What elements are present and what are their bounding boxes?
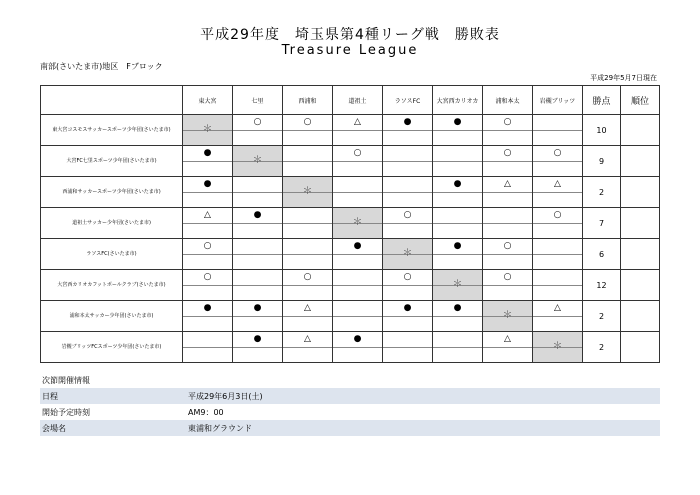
cell-divider [383, 316, 432, 317]
rank-cell [621, 332, 660, 363]
cell-divider [483, 347, 532, 348]
cell-divider [383, 285, 432, 286]
team-name: 岩槻ブリッツFCスポーツ少年団(さいたま市) [41, 332, 183, 363]
cell-divider [183, 223, 232, 224]
column-header: 西浦和 [283, 86, 333, 115]
cell-divider [283, 316, 332, 317]
standings-table [40, 85, 660, 363]
cell-divider [333, 130, 382, 131]
cell-divider [483, 254, 532, 255]
result-mark: ● [253, 210, 262, 220]
cell-divider [433, 192, 482, 193]
result-mark: ● [453, 303, 462, 313]
self-match-cell [433, 270, 483, 301]
next-match-heading: 次節開催情報 [42, 375, 90, 385]
result-cell [483, 332, 533, 363]
result-cell [383, 115, 433, 146]
cell-divider [533, 130, 582, 131]
cell-divider [533, 192, 582, 193]
result-cell [283, 270, 333, 301]
result-cell [433, 208, 483, 239]
cell-divider [433, 347, 482, 348]
cell-divider [483, 192, 532, 193]
result-mark: ○ [403, 210, 412, 220]
team-name: 大宮西カリオカフットボールクラブ(さいたま市) [41, 270, 183, 301]
cell-divider [183, 161, 232, 162]
result-cell [383, 301, 433, 332]
result-cell [383, 332, 433, 363]
cell-divider [233, 254, 282, 255]
result-cell [383, 270, 433, 301]
cell-divider [483, 223, 532, 224]
points-cell: 6 [583, 239, 621, 270]
result-cell [483, 239, 533, 270]
result-cell [233, 332, 283, 363]
self-match-cell [483, 301, 533, 332]
result-mark: ● [403, 117, 412, 127]
column-header: 岩槻ブリッツ [533, 86, 583, 115]
time-value: AM9：00 [188, 407, 224, 417]
result-mark: ● [253, 334, 262, 344]
cell-divider [433, 254, 482, 255]
next-match-venue-row [40, 420, 660, 436]
result-mark: ○ [553, 148, 562, 158]
result-cell [283, 301, 333, 332]
result-cell [283, 208, 333, 239]
result-mark: ● [453, 241, 462, 251]
self-mark: ＊ [552, 341, 563, 352]
points-cell: 10 [583, 115, 621, 146]
result-cell [183, 208, 233, 239]
table-body [41, 115, 660, 363]
rank-cell [621, 146, 660, 177]
result-cell [433, 146, 483, 177]
result-mark: △ [304, 334, 311, 344]
cell-divider [383, 347, 432, 348]
column-header: 道祖土 [333, 86, 383, 115]
result-cell [283, 146, 333, 177]
result-cell [233, 239, 283, 270]
team-name: 道祖土サッカー少年団(さいたま市) [41, 208, 183, 239]
result-mark: ○ [353, 148, 362, 158]
table-row [41, 270, 660, 301]
date-label: 日程 [42, 391, 58, 401]
cell-divider [233, 347, 282, 348]
rank-cell [621, 270, 660, 301]
cell-divider [433, 130, 482, 131]
column-header: 東大宮 [183, 86, 233, 115]
result-cell [333, 332, 383, 363]
result-mark: ○ [303, 272, 312, 282]
cell-divider [183, 316, 232, 317]
self-match-cell [283, 177, 333, 208]
result-mark: ○ [553, 210, 562, 220]
result-cell [283, 115, 333, 146]
result-mark: ● [203, 303, 212, 313]
result-cell [433, 177, 483, 208]
self-mark: ＊ [452, 279, 463, 290]
result-mark: ○ [503, 241, 512, 251]
cell-divider [383, 130, 432, 131]
team-name: 浦和本太サッカー少年団(さいたま市) [41, 301, 183, 332]
points-header: 勝点 [583, 86, 621, 115]
result-mark: ● [353, 334, 362, 344]
result-cell [333, 301, 383, 332]
as-of-date: 平成29年5月7日現在 [590, 74, 657, 82]
result-cell [433, 332, 483, 363]
result-mark: △ [554, 179, 561, 189]
table-row [41, 177, 660, 208]
result-cell [533, 177, 583, 208]
result-cell [383, 146, 433, 177]
next-match-info [40, 372, 660, 436]
cell-divider [183, 347, 232, 348]
cell-divider [483, 130, 532, 131]
result-mark: △ [504, 179, 511, 189]
rank-header: 順位 [621, 86, 660, 115]
cell-divider [383, 192, 432, 193]
result-mark: ○ [253, 117, 262, 127]
cell-divider [533, 285, 582, 286]
result-mark: △ [554, 303, 561, 313]
cell-divider [333, 285, 382, 286]
cell-divider [333, 254, 382, 255]
result-cell [183, 239, 233, 270]
next-match-date-row [40, 388, 660, 404]
result-mark: ○ [503, 117, 512, 127]
result-mark: ○ [503, 148, 512, 158]
rank-cell [621, 301, 660, 332]
cell-divider [283, 285, 332, 286]
cell-divider [383, 223, 432, 224]
result-mark: △ [204, 210, 211, 220]
result-mark: ● [403, 303, 412, 313]
result-cell [233, 177, 283, 208]
page-subtitle: Treasure League [281, 43, 419, 58]
result-cell [333, 115, 383, 146]
self-match-cell [533, 332, 583, 363]
result-cell [283, 332, 333, 363]
result-cell [383, 177, 433, 208]
result-mark: △ [354, 117, 361, 127]
cell-divider [333, 316, 382, 317]
cell-divider [183, 285, 232, 286]
column-header: 大宮西カリオカ [433, 86, 483, 115]
result-mark: ● [203, 179, 212, 189]
cell-divider [533, 161, 582, 162]
result-cell [333, 177, 383, 208]
cell-divider [233, 285, 282, 286]
time-label: 開始予定時刻 [42, 407, 90, 417]
cell-divider [483, 285, 532, 286]
result-cell [483, 270, 533, 301]
result-cell [233, 208, 283, 239]
result-cell [333, 270, 383, 301]
cell-divider [183, 254, 232, 255]
result-cell [233, 270, 283, 301]
result-cell [183, 332, 233, 363]
cell-divider [433, 223, 482, 224]
cell-divider [233, 316, 282, 317]
cell-divider [383, 161, 432, 162]
page-title: 平成29年度 埼玉県第4種リーグ戦 勝敗表 [200, 27, 500, 43]
self-mark: ＊ [302, 186, 313, 197]
cell-divider [233, 192, 282, 193]
self-match-cell [183, 115, 233, 146]
result-cell [533, 270, 583, 301]
column-header: ラソスFC [383, 86, 433, 115]
result-mark: ○ [203, 241, 212, 251]
result-cell [333, 239, 383, 270]
result-cell [233, 301, 283, 332]
points-cell: 7 [583, 208, 621, 239]
table-row [41, 301, 660, 332]
result-cell [383, 208, 433, 239]
table-row [41, 332, 660, 363]
block-label: 南部(さいたま市)地区 Fブロック [40, 62, 163, 71]
result-cell [483, 208, 533, 239]
result-mark: ● [453, 117, 462, 127]
result-cell [333, 146, 383, 177]
result-cell [233, 115, 283, 146]
self-mark: ＊ [402, 248, 413, 259]
points-cell: 9 [583, 146, 621, 177]
result-mark: ● [453, 179, 462, 189]
cell-divider [233, 130, 282, 131]
result-mark: ● [353, 241, 362, 251]
cell-divider [433, 161, 482, 162]
cell-divider [233, 223, 282, 224]
team-name: 大宮FC七里スポーツ少年団(さいたま市) [41, 146, 183, 177]
result-mark: ● [253, 303, 262, 313]
result-cell [533, 146, 583, 177]
table-row [41, 146, 660, 177]
result-cell [183, 270, 233, 301]
venue-label: 会場名 [42, 423, 66, 433]
result-mark: ○ [503, 272, 512, 282]
result-cell [183, 177, 233, 208]
cell-divider [333, 347, 382, 348]
next-match-time-row [40, 404, 660, 420]
result-mark: ● [203, 148, 212, 158]
rank-cell [621, 239, 660, 270]
column-header: 浦和本太 [483, 86, 533, 115]
points-cell: 12 [583, 270, 621, 301]
result-cell [433, 115, 483, 146]
self-mark: ＊ [202, 124, 213, 135]
table-row [41, 239, 660, 270]
date-value: 平成29年6月3日(土) [188, 391, 263, 401]
self-match-cell [383, 239, 433, 270]
result-mark: ○ [403, 272, 412, 282]
result-cell [433, 239, 483, 270]
cell-divider [333, 161, 382, 162]
table-row [41, 115, 660, 146]
result-cell [533, 301, 583, 332]
result-mark: ○ [203, 272, 212, 282]
self-match-cell [333, 208, 383, 239]
result-mark: ○ [303, 117, 312, 127]
points-cell: 2 [583, 332, 621, 363]
rank-cell [621, 177, 660, 208]
next-match-heading-row [40, 372, 660, 388]
cell-divider [483, 161, 532, 162]
rank-cell [621, 115, 660, 146]
result-cell [183, 301, 233, 332]
self-mark: ＊ [252, 155, 263, 166]
self-mark: ＊ [352, 217, 363, 228]
result-cell [283, 239, 333, 270]
cell-divider [283, 223, 332, 224]
table-row [41, 208, 660, 239]
cell-divider [533, 254, 582, 255]
rank-cell [621, 208, 660, 239]
self-mark: ＊ [502, 310, 513, 321]
result-mark: △ [504, 334, 511, 344]
result-cell [483, 177, 533, 208]
cell-divider [533, 223, 582, 224]
cell-divider [433, 316, 482, 317]
result-cell [533, 239, 583, 270]
cell-divider [283, 161, 332, 162]
result-cell [533, 208, 583, 239]
team-name: 東大宮コスモスサッカースポーツ少年団(さいたま市) [41, 115, 183, 146]
result-cell [483, 146, 533, 177]
cell-divider [533, 316, 582, 317]
cell-divider [333, 192, 382, 193]
corner-cell [41, 86, 183, 115]
self-match-cell [233, 146, 283, 177]
result-cell [483, 115, 533, 146]
result-cell [183, 146, 233, 177]
cell-divider [183, 192, 232, 193]
team-name: ラソスFC(さいたま市) [41, 239, 183, 270]
points-cell: 2 [583, 177, 621, 208]
team-name: 西浦和サッカースポーツ少年団(さいたま市) [41, 177, 183, 208]
result-cell [533, 115, 583, 146]
venue-value: 東浦和グラウンド [188, 423, 252, 433]
cell-divider [283, 130, 332, 131]
points-cell: 2 [583, 301, 621, 332]
cell-divider [283, 254, 332, 255]
header-row [41, 86, 660, 115]
result-mark: △ [304, 303, 311, 313]
column-header: 七里 [233, 86, 283, 115]
cell-divider [283, 347, 332, 348]
result-cell [433, 301, 483, 332]
